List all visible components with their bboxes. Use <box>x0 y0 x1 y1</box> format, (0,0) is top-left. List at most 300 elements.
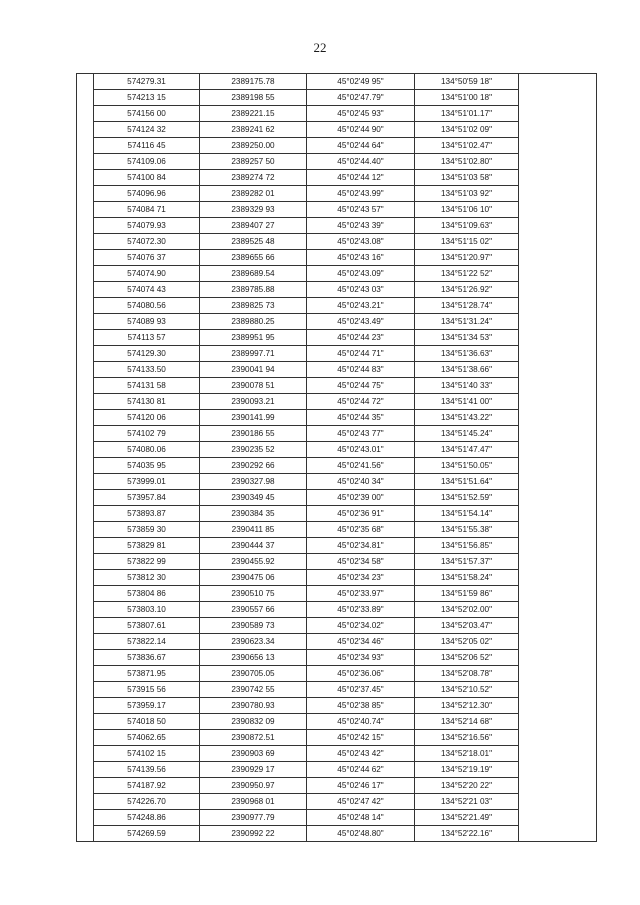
latitude-cell: 45°02'37.45" <box>307 682 415 698</box>
x-coordinate-cell: 574079.93 <box>94 218 200 234</box>
row-spacer-cell <box>77 250 94 266</box>
x-coordinate-cell: 574129.30 <box>94 346 200 362</box>
latitude-cell: 45°02'43 77" <box>307 426 415 442</box>
latitude-cell: 45°02'44 12" <box>307 170 415 186</box>
row-spacer-cell <box>77 74 94 90</box>
latitude-cell: 45°02'34.81" <box>307 538 415 554</box>
latitude-cell: 45°02'44 35" <box>307 410 415 426</box>
latitude-cell: 45°02'34 46" <box>307 634 415 650</box>
notes-cell <box>519 122 597 138</box>
row-spacer-cell <box>77 698 94 714</box>
table-row <box>77 586 597 602</box>
latitude-cell: 45°02'33.97" <box>307 586 415 602</box>
longitude-cell: 134°52'03.47" <box>415 618 519 634</box>
table-row <box>77 282 597 298</box>
notes-cell <box>519 746 597 762</box>
notes-cell <box>519 634 597 650</box>
notes-cell <box>519 250 597 266</box>
longitude-cell: 134°51'02 09" <box>415 122 519 138</box>
x-coordinate-cell: 573893.87 <box>94 506 200 522</box>
latitude-cell: 45°02'34 93" <box>307 650 415 666</box>
notes-cell <box>519 826 597 842</box>
longitude-cell: 134°51'01.17" <box>415 106 519 122</box>
table-row <box>77 346 597 362</box>
table-row <box>77 826 597 842</box>
y-coordinate-cell: 2390455.92 <box>200 554 307 570</box>
table-row <box>77 234 597 250</box>
latitude-cell: 45°02'34 58" <box>307 554 415 570</box>
x-coordinate-cell: 574139.56 <box>94 762 200 778</box>
table-row <box>77 250 597 266</box>
x-coordinate-cell: 574084 71 <box>94 202 200 218</box>
latitude-cell: 45°02'47.79" <box>307 90 415 106</box>
table-row <box>77 682 597 698</box>
y-coordinate-cell: 2390589 73 <box>200 618 307 634</box>
longitude-cell: 134°50'59 18" <box>415 74 519 90</box>
latitude-cell: 45°02'34.02" <box>307 618 415 634</box>
x-coordinate-cell: 574109.06 <box>94 154 200 170</box>
x-coordinate-cell: 574113 57 <box>94 330 200 346</box>
x-coordinate-cell: 573822 99 <box>94 554 200 570</box>
longitude-cell: 134°51'02.80" <box>415 154 519 170</box>
notes-cell <box>519 234 597 250</box>
x-coordinate-cell: 573915 56 <box>94 682 200 698</box>
latitude-cell: 45°02'36 91" <box>307 506 415 522</box>
longitude-cell: 134°51'26.92" <box>415 282 519 298</box>
x-coordinate-cell: 574074 43 <box>94 282 200 298</box>
latitude-cell: 45°02'42 15" <box>307 730 415 746</box>
notes-cell <box>519 442 597 458</box>
row-spacer-cell <box>77 778 94 794</box>
y-coordinate-cell: 2390557 66 <box>200 602 307 618</box>
latitude-cell: 45°02'44 90" <box>307 122 415 138</box>
latitude-cell: 45°02'44 75" <box>307 378 415 394</box>
latitude-cell: 45°02'43.01" <box>307 442 415 458</box>
y-coordinate-cell: 2390950.97 <box>200 778 307 794</box>
coordinates-table-body <box>77 74 597 842</box>
y-coordinate-cell: 2389407 27 <box>200 218 307 234</box>
x-coordinate-cell: 573957.84 <box>94 490 200 506</box>
notes-cell <box>519 106 597 122</box>
table-row <box>77 490 597 506</box>
longitude-cell: 134°51'20.97" <box>415 250 519 266</box>
row-spacer-cell <box>77 634 94 650</box>
y-coordinate-cell: 2389257 50 <box>200 154 307 170</box>
row-spacer-cell <box>77 106 94 122</box>
table-row <box>77 634 597 650</box>
longitude-cell: 134°51'51.64" <box>415 474 519 490</box>
table-row <box>77 218 597 234</box>
table-row <box>77 538 597 554</box>
latitude-cell: 45°02'47 42" <box>307 794 415 810</box>
row-spacer-cell <box>77 810 94 826</box>
y-coordinate-cell: 2389175.78 <box>200 74 307 90</box>
x-coordinate-cell: 573804 86 <box>94 586 200 602</box>
notes-cell <box>519 378 597 394</box>
y-coordinate-cell: 2389785.88 <box>200 282 307 298</box>
table-row <box>77 698 597 714</box>
latitude-cell: 45°02'49 95" <box>307 74 415 90</box>
table-row <box>77 570 597 586</box>
x-coordinate-cell: 573812 30 <box>94 570 200 586</box>
row-spacer-cell <box>77 314 94 330</box>
notes-cell <box>519 586 597 602</box>
table-row <box>77 666 597 682</box>
notes-cell <box>519 74 597 90</box>
longitude-cell: 134°51'38.66" <box>415 362 519 378</box>
table-row <box>77 74 597 90</box>
latitude-cell: 45°02'48.80" <box>307 826 415 842</box>
latitude-cell: 45°02'44 83" <box>307 362 415 378</box>
table-row <box>77 442 597 458</box>
y-coordinate-cell: 2389655 66 <box>200 250 307 266</box>
x-coordinate-cell: 574102 15 <box>94 746 200 762</box>
y-coordinate-cell: 2389880.25 <box>200 314 307 330</box>
table-row <box>77 746 597 762</box>
table-row <box>77 362 597 378</box>
row-spacer-cell <box>77 538 94 554</box>
y-coordinate-cell: 2390041 94 <box>200 362 307 378</box>
longitude-cell: 134°52'10.52" <box>415 682 519 698</box>
row-spacer-cell <box>77 442 94 458</box>
y-coordinate-cell: 2390093.21 <box>200 394 307 410</box>
table-row <box>77 762 597 778</box>
latitude-cell: 45°02'36.06" <box>307 666 415 682</box>
longitude-cell: 134°51'22 52" <box>415 266 519 282</box>
x-coordinate-cell: 574074.90 <box>94 266 200 282</box>
longitude-cell: 134°51'54.14" <box>415 506 519 522</box>
x-coordinate-cell: 574018 50 <box>94 714 200 730</box>
table-row <box>77 330 597 346</box>
table-row <box>77 474 597 490</box>
x-coordinate-cell: 573807.61 <box>94 618 200 634</box>
longitude-cell: 134°52'02.00" <box>415 602 519 618</box>
x-coordinate-cell: 573836.67 <box>94 650 200 666</box>
longitude-cell: 134°52'14 68" <box>415 714 519 730</box>
notes-cell <box>519 154 597 170</box>
latitude-cell: 45°02'39 00" <box>307 490 415 506</box>
notes-cell <box>519 570 597 586</box>
table-row <box>77 714 597 730</box>
row-spacer-cell <box>77 506 94 522</box>
x-coordinate-cell: 574116 45 <box>94 138 200 154</box>
row-spacer-cell <box>77 282 94 298</box>
row-spacer-cell <box>77 426 94 442</box>
longitude-cell: 134°51'57.37" <box>415 554 519 570</box>
table-row <box>77 170 597 186</box>
latitude-cell: 45°02'43 42" <box>307 746 415 762</box>
row-spacer-cell <box>77 154 94 170</box>
y-coordinate-cell: 2390832 09 <box>200 714 307 730</box>
x-coordinate-cell: 574156 00 <box>94 106 200 122</box>
row-spacer-cell <box>77 138 94 154</box>
latitude-cell: 45°02'34 23" <box>307 570 415 586</box>
longitude-cell: 134°51'59 86" <box>415 586 519 602</box>
row-spacer-cell <box>77 554 94 570</box>
y-coordinate-cell: 2389282 01 <box>200 186 307 202</box>
y-coordinate-cell: 2390742 55 <box>200 682 307 698</box>
y-coordinate-cell: 2390705.05 <box>200 666 307 682</box>
y-coordinate-cell: 2390186 55 <box>200 426 307 442</box>
y-coordinate-cell: 2390292 66 <box>200 458 307 474</box>
table-row <box>77 618 597 634</box>
latitude-cell: 45°02'43.49" <box>307 314 415 330</box>
table-row <box>77 394 597 410</box>
row-spacer-cell <box>77 202 94 218</box>
x-coordinate-cell: 574130 81 <box>94 394 200 410</box>
table-row <box>77 138 597 154</box>
latitude-cell: 45°02'44.40" <box>307 154 415 170</box>
y-coordinate-cell: 2390903 69 <box>200 746 307 762</box>
longitude-cell: 134°51'43.22" <box>415 410 519 426</box>
longitude-cell: 134°51'40 33" <box>415 378 519 394</box>
y-coordinate-cell: 2390992 22 <box>200 826 307 842</box>
row-spacer-cell <box>77 490 94 506</box>
row-spacer-cell <box>77 330 94 346</box>
row-spacer-cell <box>77 346 94 362</box>
latitude-cell: 45°02'43 57" <box>307 202 415 218</box>
row-spacer-cell <box>77 266 94 282</box>
y-coordinate-cell: 2389689.54 <box>200 266 307 282</box>
latitude-cell: 45°02'43.09" <box>307 266 415 282</box>
longitude-cell: 134°51'03 58" <box>415 170 519 186</box>
notes-cell <box>519 458 597 474</box>
table-row <box>77 410 597 426</box>
x-coordinate-cell: 574120 06 <box>94 410 200 426</box>
y-coordinate-cell: 2390078 51 <box>200 378 307 394</box>
longitude-cell: 134°51'31.24" <box>415 314 519 330</box>
table-row <box>77 554 597 570</box>
longitude-cell: 134°52'19.19" <box>415 762 519 778</box>
row-spacer-cell <box>77 826 94 842</box>
y-coordinate-cell: 2389997.71 <box>200 346 307 362</box>
row-spacer-cell <box>77 730 94 746</box>
notes-cell <box>519 314 597 330</box>
longitude-cell: 134°51'50.05" <box>415 458 519 474</box>
y-coordinate-cell: 2389198 55 <box>200 90 307 106</box>
notes-cell <box>519 538 597 554</box>
table-row <box>77 730 597 746</box>
row-spacer-cell <box>77 794 94 810</box>
x-coordinate-cell: 573822.14 <box>94 634 200 650</box>
y-coordinate-cell: 2390444 37 <box>200 538 307 554</box>
row-spacer-cell <box>77 90 94 106</box>
y-coordinate-cell: 2389221.15 <box>200 106 307 122</box>
longitude-cell: 134°52'20 22" <box>415 778 519 794</box>
coordinates-table <box>76 73 597 842</box>
longitude-cell: 134°51'34 53" <box>415 330 519 346</box>
longitude-cell: 134°51'41 00" <box>415 394 519 410</box>
notes-cell <box>519 410 597 426</box>
row-spacer-cell <box>77 650 94 666</box>
latitude-cell: 45°02'43 39" <box>307 218 415 234</box>
notes-cell <box>519 778 597 794</box>
row-spacer-cell <box>77 378 94 394</box>
y-coordinate-cell: 2390656 13 <box>200 650 307 666</box>
notes-cell <box>519 266 597 282</box>
x-coordinate-cell: 574096.96 <box>94 186 200 202</box>
longitude-cell: 134°51'02.47" <box>415 138 519 154</box>
latitude-cell: 45°02'43.99" <box>307 186 415 202</box>
latitude-cell: 45°02'48 14" <box>307 810 415 826</box>
row-spacer-cell <box>77 458 94 474</box>
x-coordinate-cell: 573959.17 <box>94 698 200 714</box>
y-coordinate-cell: 2389241 62 <box>200 122 307 138</box>
latitude-cell: 45°02'38 85" <box>307 698 415 714</box>
table-row <box>77 794 597 810</box>
table-row <box>77 378 597 394</box>
latitude-cell: 45°02'43 16" <box>307 250 415 266</box>
longitude-cell: 134°51'06 10" <box>415 202 519 218</box>
longitude-cell: 134°52'21.49" <box>415 810 519 826</box>
longitude-cell: 134°51'28.74" <box>415 298 519 314</box>
x-coordinate-cell: 574279.31 <box>94 74 200 90</box>
longitude-cell: 134°51'58.24" <box>415 570 519 586</box>
notes-cell <box>519 362 597 378</box>
x-coordinate-cell: 574035 95 <box>94 458 200 474</box>
y-coordinate-cell: 2390411 85 <box>200 522 307 538</box>
notes-cell <box>519 554 597 570</box>
x-coordinate-cell: 574133.50 <box>94 362 200 378</box>
table-row <box>77 506 597 522</box>
longitude-cell: 134°51'55.38" <box>415 522 519 538</box>
row-spacer-cell <box>77 410 94 426</box>
row-spacer-cell <box>77 586 94 602</box>
x-coordinate-cell: 574131 58 <box>94 378 200 394</box>
notes-cell <box>519 762 597 778</box>
longitude-cell: 134°52'12.30" <box>415 698 519 714</box>
notes-cell <box>519 474 597 490</box>
longitude-cell: 134°52'22.16" <box>415 826 519 842</box>
latitude-cell: 45°02'44 62" <box>307 762 415 778</box>
table-row <box>77 202 597 218</box>
longitude-cell: 134°52'08.78" <box>415 666 519 682</box>
latitude-cell: 45°02'41.56" <box>307 458 415 474</box>
x-coordinate-cell: 574213 15 <box>94 90 200 106</box>
latitude-cell: 45°02'43.08" <box>307 234 415 250</box>
y-coordinate-cell: 2389825 73 <box>200 298 307 314</box>
latitude-cell: 45°02'44 71" <box>307 346 415 362</box>
row-spacer-cell <box>77 618 94 634</box>
table-row <box>77 266 597 282</box>
row-spacer-cell <box>77 170 94 186</box>
notes-cell <box>519 730 597 746</box>
longitude-cell: 134°51'36.63" <box>415 346 519 362</box>
latitude-cell: 45°02'44 23" <box>307 330 415 346</box>
y-coordinate-cell: 2389525 48 <box>200 234 307 250</box>
y-coordinate-cell: 2390872.51 <box>200 730 307 746</box>
y-coordinate-cell: 2390977.79 <box>200 810 307 826</box>
latitude-cell: 45°02'43 03" <box>307 282 415 298</box>
notes-cell <box>519 426 597 442</box>
table-row <box>77 154 597 170</box>
notes-cell <box>519 618 597 634</box>
y-coordinate-cell: 2390384 35 <box>200 506 307 522</box>
row-spacer-cell <box>77 714 94 730</box>
longitude-cell: 134°52'18.01" <box>415 746 519 762</box>
row-spacer-cell <box>77 122 94 138</box>
x-coordinate-cell: 573999.01 <box>94 474 200 490</box>
notes-cell <box>519 506 597 522</box>
y-coordinate-cell: 2390349 45 <box>200 490 307 506</box>
y-coordinate-cell: 2389329 93 <box>200 202 307 218</box>
y-coordinate-cell: 2390141.99 <box>200 410 307 426</box>
notes-cell <box>519 394 597 410</box>
longitude-cell: 134°51'47.47" <box>415 442 519 458</box>
x-coordinate-cell: 574080.06 <box>94 442 200 458</box>
row-spacer-cell <box>77 666 94 682</box>
longitude-cell: 134°51'45.24" <box>415 426 519 442</box>
x-coordinate-cell: 574076 37 <box>94 250 200 266</box>
y-coordinate-cell: 2390968 01 <box>200 794 307 810</box>
notes-cell <box>519 202 597 218</box>
table-row <box>77 458 597 474</box>
y-coordinate-cell: 2389951 95 <box>200 330 307 346</box>
longitude-cell: 134°52'21 03" <box>415 794 519 810</box>
y-coordinate-cell: 2390510 75 <box>200 586 307 602</box>
notes-cell <box>519 346 597 362</box>
longitude-cell: 134°51'09.63" <box>415 218 519 234</box>
y-coordinate-cell: 2390235 52 <box>200 442 307 458</box>
row-spacer-cell <box>77 762 94 778</box>
table-row <box>77 90 597 106</box>
row-spacer-cell <box>77 394 94 410</box>
row-spacer-cell <box>77 218 94 234</box>
notes-cell <box>519 490 597 506</box>
notes-cell <box>519 218 597 234</box>
notes-cell <box>519 170 597 186</box>
longitude-cell: 134°51'56.85" <box>415 538 519 554</box>
longitude-cell: 134°52'16.56" <box>415 730 519 746</box>
row-spacer-cell <box>77 682 94 698</box>
longitude-cell: 134°51'03 92" <box>415 186 519 202</box>
table-row <box>77 298 597 314</box>
notes-cell <box>519 682 597 698</box>
x-coordinate-cell: 574226.70 <box>94 794 200 810</box>
latitude-cell: 45°02'33.89" <box>307 602 415 618</box>
row-spacer-cell <box>77 362 94 378</box>
notes-cell <box>519 522 597 538</box>
x-coordinate-cell: 573829 81 <box>94 538 200 554</box>
latitude-cell: 45°02'46 17" <box>307 778 415 794</box>
x-coordinate-cell: 573859 30 <box>94 522 200 538</box>
latitude-cell: 45°02'45 93" <box>307 106 415 122</box>
row-spacer-cell <box>77 746 94 762</box>
table-row <box>77 122 597 138</box>
x-coordinate-cell: 574062.65 <box>94 730 200 746</box>
longitude-cell: 134°51'00 18" <box>415 90 519 106</box>
notes-cell <box>519 138 597 154</box>
y-coordinate-cell: 2389274 72 <box>200 170 307 186</box>
latitude-cell: 45°02'40.74" <box>307 714 415 730</box>
row-spacer-cell <box>77 602 94 618</box>
x-coordinate-cell: 574248.86 <box>94 810 200 826</box>
notes-cell <box>519 650 597 666</box>
notes-cell <box>519 794 597 810</box>
page-number: 22 <box>313 40 327 55</box>
longitude-cell: 134°52'05 02" <box>415 634 519 650</box>
table-row <box>77 778 597 794</box>
y-coordinate-cell: 2390623.34 <box>200 634 307 650</box>
row-spacer-cell <box>77 186 94 202</box>
notes-cell <box>519 330 597 346</box>
x-coordinate-cell: 573871.95 <box>94 666 200 682</box>
x-coordinate-cell: 574100 84 <box>94 170 200 186</box>
latitude-cell: 45°02'40 34" <box>307 474 415 490</box>
longitude-cell: 134°51'15 02" <box>415 234 519 250</box>
row-spacer-cell <box>77 474 94 490</box>
table-row <box>77 650 597 666</box>
